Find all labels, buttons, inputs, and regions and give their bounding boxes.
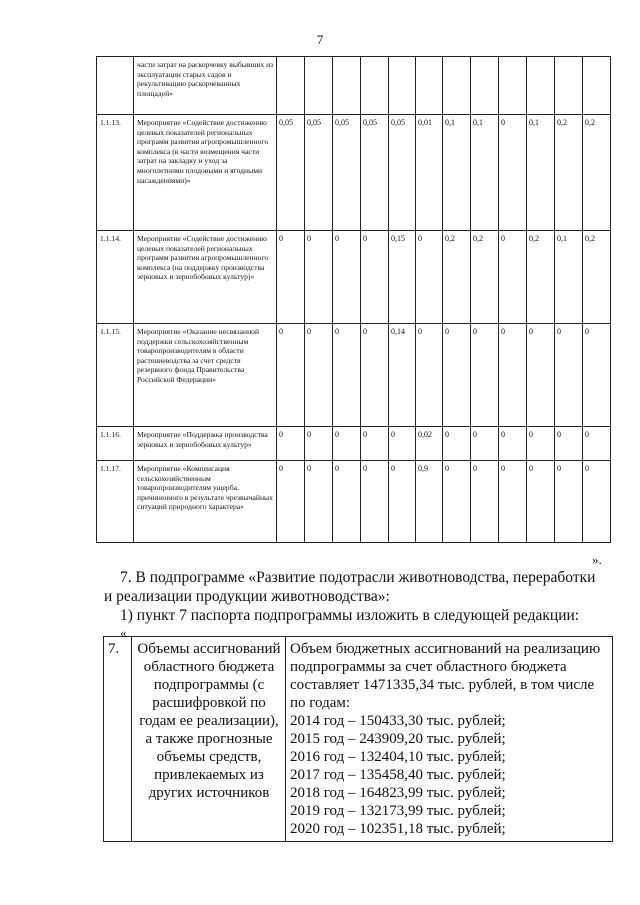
value-cell: 0,01 <box>416 115 443 231</box>
value-cell: 0 <box>443 324 471 427</box>
value-cell: 0 <box>333 461 361 543</box>
row-description: Мероприятие «Компенсация сельскохозяйственным товаропроизводителям ущерба, причиненного в результате чрезвычайных ситуаций природного характера» <box>134 461 277 543</box>
row-description: Мероприятие «Содействие достижению целевых показателей региональных программ развития агропромышленного комплекса (в части возмещения части затрат на закладку и уход за многолетними плодовыми и ягодными насаждениями)» <box>134 115 277 231</box>
value-cell: 0 <box>555 461 583 543</box>
value-cell <box>277 57 305 115</box>
value-cell: 0,1 <box>471 115 499 231</box>
value-cell: 0 <box>583 324 611 427</box>
content-line: по годам: <box>290 695 351 711</box>
value-cell: 0,05 <box>389 115 416 231</box>
value-cell: 0 <box>361 427 389 461</box>
value-cell <box>583 57 611 115</box>
value-cell: 0 <box>499 115 527 231</box>
value-cell: 0,2 <box>583 231 611 324</box>
label-line: расшифровкой по <box>152 695 266 711</box>
value-cell: 0 <box>277 324 305 427</box>
row-number <box>97 57 134 115</box>
value-cell: 0 <box>471 324 499 427</box>
paragraph-subprogram: 7. В подпрограмме «Развитие подотрасли животноводства, переработки <box>120 569 596 586</box>
label-line: привлекаемых из <box>154 767 264 783</box>
passport-row <box>104 637 613 842</box>
paragraph-passport-item: 1) пункт 7 паспорта подпрограммы изложить в следующей редакции: <box>120 607 580 624</box>
value-cell: 0,2 <box>443 231 471 324</box>
value-cell: 0,02 <box>416 427 443 461</box>
value-cell <box>305 57 333 115</box>
value-cell: 0,05 <box>277 115 305 231</box>
table-row <box>97 115 611 231</box>
content-line: составляет 1471335,34 тыс. рублей, в том числе <box>290 677 595 693</box>
value-cell <box>499 57 527 115</box>
value-cell: 0 <box>499 427 527 461</box>
content-line: Объем бюджетных ассигнований на реализацию <box>290 641 601 657</box>
passport-item-content <box>286 637 613 842</box>
table-row <box>97 57 611 115</box>
value-cell: 0 <box>277 461 305 543</box>
value-cell: 0 <box>277 231 305 324</box>
value-cell: 0,1 <box>555 231 583 324</box>
passport-item-label <box>132 637 286 842</box>
label-line: годам ее реализации), <box>139 713 279 729</box>
value-cell <box>389 57 416 115</box>
row-description: Мероприятие «Поддержка производства зерновых и зернобобовых культур» <box>134 427 277 461</box>
value-cell: 0 <box>471 427 499 461</box>
value-cell: 0 <box>333 324 361 427</box>
row-number: 1.1.16. <box>97 427 134 461</box>
value-cell <box>471 57 499 115</box>
label-line: Объемы ассигнований <box>137 641 281 657</box>
label-line: объемы средств, <box>156 749 262 765</box>
value-cell: 0 <box>305 231 333 324</box>
value-cell: 0 <box>416 231 443 324</box>
value-cell: 0,15 <box>389 231 416 324</box>
value-cell <box>333 57 361 115</box>
value-cell: 0 <box>499 324 527 427</box>
value-cell <box>555 57 583 115</box>
passport-table <box>103 636 613 842</box>
value-cell: 0 <box>389 461 416 543</box>
label-line: областного бюджета <box>143 659 275 675</box>
value-cell: 0 <box>583 427 611 461</box>
passport-item-number: 7. <box>104 637 132 842</box>
table-row <box>97 324 611 427</box>
label-line: а также прогнозные <box>145 731 273 747</box>
paragraph-subprogram-continued: и реализации продукции животноводства»: <box>104 588 390 605</box>
value-cell: 0 <box>305 427 333 461</box>
content-line: 2018 год – 164823,99 тыс. рублей; <box>290 785 506 801</box>
row-description: Мероприятие «Содействие достижению целевых показателей региональных программ развития агропромышленного комплекса (на поддержку производства зерновых и зернобобовых культур)» <box>134 231 277 324</box>
value-cell: 0 <box>361 461 389 543</box>
closing-quote: ». <box>592 552 602 567</box>
content-line: 2019 год – 132173,99 тыс. рублей; <box>290 803 506 819</box>
content-line: 2017 год – 135458,40 тыс. рублей; <box>290 767 506 783</box>
indicator-table <box>96 56 611 543</box>
table-row <box>97 231 611 324</box>
value-cell: 0,2 <box>527 231 555 324</box>
value-cell: 0,1 <box>443 115 471 231</box>
content-line: 2015 год – 243909,20 тыс. рублей; <box>290 731 506 747</box>
label-line: других источников <box>148 785 270 801</box>
value-cell <box>361 57 389 115</box>
value-cell: 0 <box>361 231 389 324</box>
value-cell: 0 <box>305 461 333 543</box>
value-cell: 0,1 <box>527 115 555 231</box>
value-cell: 0 <box>389 427 416 461</box>
value-cell: 0 <box>527 427 555 461</box>
content-line: 2020 год – 102351,18 тыс. рублей; <box>290 821 506 837</box>
row-number: 1.1.14. <box>97 231 134 324</box>
value-cell: 0,05 <box>333 115 361 231</box>
row-description: Мероприятие «Оказание несвязанной поддержки сельскохозяйственным товаропроизводителям в области растениеводства за счет средств резервного фонда Правительства Российской Федерации» <box>134 324 277 427</box>
content-line: подпрограммы за счет областного бюджета <box>290 659 567 675</box>
value-cell: 0 <box>471 461 499 543</box>
value-cell: 0,2 <box>583 115 611 231</box>
row-description: части затрат на раскорчевку выбывших из эксплуатации старых садов и рекультивацию раскорчеванных площадей» <box>134 57 277 115</box>
value-cell <box>416 57 443 115</box>
value-cell: 0 <box>277 427 305 461</box>
row-number: 1.1.15. <box>97 324 134 427</box>
value-cell: 0 <box>527 461 555 543</box>
value-cell: 0,05 <box>305 115 333 231</box>
label-line: подпрограммы (с <box>153 677 265 693</box>
value-cell: 0 <box>527 324 555 427</box>
opening-quote: « <box>120 625 127 640</box>
value-cell: 0 <box>443 461 471 543</box>
value-cell: 0 <box>555 324 583 427</box>
value-cell <box>527 57 555 115</box>
value-cell: 0,2 <box>555 115 583 231</box>
value-cell: 0 <box>416 324 443 427</box>
value-cell: 0 <box>333 231 361 324</box>
value-cell: 0,14 <box>389 324 416 427</box>
content-line: 2016 год – 132404,10 тыс. рублей; <box>290 749 506 765</box>
value-cell: 0 <box>443 427 471 461</box>
value-cell: 0 <box>499 231 527 324</box>
page-number: 7 <box>316 32 324 47</box>
value-cell: 0 <box>305 324 333 427</box>
value-cell: 0,05 <box>361 115 389 231</box>
value-cell: 0 <box>333 427 361 461</box>
value-cell: 0 <box>555 427 583 461</box>
row-number: 1.1.17. <box>97 461 134 543</box>
value-cell: 0 <box>361 324 389 427</box>
value-cell: 0 <box>583 461 611 543</box>
value-cell: 0 <box>499 461 527 543</box>
table-row <box>97 427 611 461</box>
value-cell: 0,9 <box>416 461 443 543</box>
table-row <box>97 461 611 543</box>
value-cell: 0,2 <box>471 231 499 324</box>
content-line: 2014 год – 150433,30 тыс. рублей; <box>290 713 506 729</box>
value-cell <box>443 57 471 115</box>
row-number: 1.1.13. <box>97 115 134 231</box>
